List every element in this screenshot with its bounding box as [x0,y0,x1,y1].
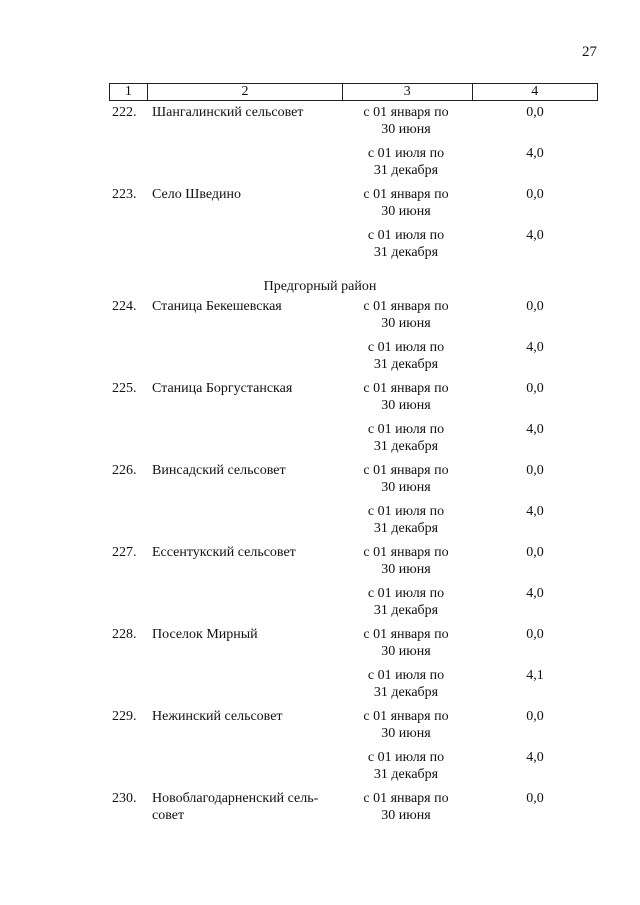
period-text: с 01 июля по 31 декабря [367,340,445,372]
settlement-name: Поселок Мирный [152,627,258,642]
period-text: с 01 июля по 31 декабря [367,586,445,618]
rate-value: 0,0 [526,463,544,478]
row-number: 225. [112,381,137,396]
row-number: 223. [112,187,137,202]
row-number: 229. [112,709,137,724]
period-text: с 01 января по 30 июня [363,299,449,331]
row-number: 227. [112,545,137,560]
header-col-1: 1 [110,84,148,100]
rate-value: 4,0 [526,504,544,519]
period-text: с 01 января по 30 июня [363,463,449,495]
row-number: 228. [112,627,137,642]
settlement-name: Станица Боргустанская [152,381,293,396]
header-col-4: 4 [531,84,539,99]
period-text: с 01 января по 30 июня [363,791,449,823]
rate-value: 4,0 [526,146,544,161]
period-text: с 01 июля по 31 декабря [367,146,445,178]
row-number: 226. [112,463,137,478]
settlement-name: Шангалинский сельсовет [152,105,304,120]
rate-value: 0,0 [526,381,544,396]
rate-value: 0,0 [526,105,544,120]
period-text: с 01 января по 30 июня [363,709,449,741]
period-text: с 01 июля по 31 декабря [367,228,445,260]
period-text: с 01 июля по 31 декабря [367,504,445,536]
period-text: с 01 июля по 31 декабря [367,422,445,454]
rate-value: 4,0 [526,586,544,601]
settlement-name: Новоблагодарненский сель- совет [152,791,319,823]
rate-value: 0,0 [526,299,544,314]
row-number: 230. [112,791,137,806]
period-text: с 01 июля по 31 декабря [367,668,445,700]
settlement-name: Село Шведино [152,187,241,202]
page-number: 27 [582,44,597,60]
period-text: с 01 января по 30 июня [363,627,449,659]
header-col-2: 2 [148,84,343,100]
settlement-name: Винсадский сельсовет [152,463,286,478]
row-number: 222. [112,105,137,120]
period-text: с 01 января по 30 июня [363,381,449,413]
rate-value: 4,0 [526,750,544,765]
settlement-name: Ессентукский сельсовет [152,545,296,560]
period-text: с 01 января по 30 июня [363,187,449,219]
table-header [109,83,598,101]
section-title: Предгорный район [263,279,377,294]
rate-value: 0,0 [526,791,544,806]
row-number: 224. [112,299,137,314]
rate-value: 4,0 [526,340,544,355]
period-text: с 01 января по 30 июня [363,105,449,137]
header-col-3: 3 [343,84,472,100]
rate-value: 0,0 [526,545,544,560]
rate-value: 4,0 [526,228,544,243]
settlement-name: Станица Бекешевская [152,299,282,314]
rate-value: 4,0 [526,422,544,437]
rate-value: 0,0 [526,627,544,642]
rate-value: 4,1 [526,668,544,683]
period-text: с 01 июля по 31 декабря [367,750,445,782]
rate-value: 0,0 [526,187,544,202]
rate-value: 0,0 [526,709,544,724]
period-text: с 01 января по 30 июня [363,545,449,577]
settlement-name: Нежинский сельсовет [152,709,283,724]
